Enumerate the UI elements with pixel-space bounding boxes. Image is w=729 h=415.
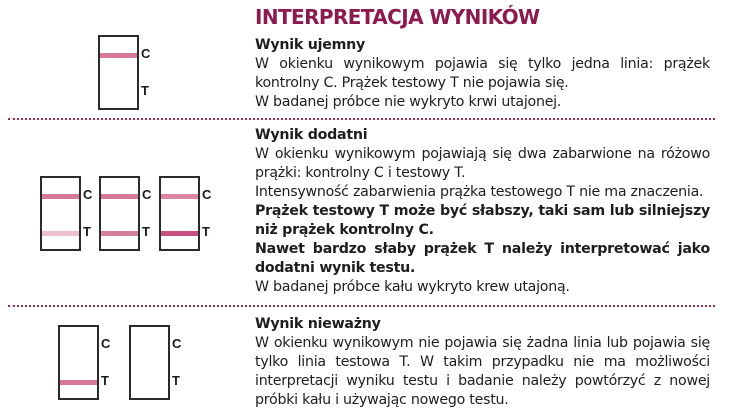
test-strip-positive-faint xyxy=(40,176,81,251)
test-label: T xyxy=(202,224,210,239)
control-band xyxy=(161,194,198,199)
test-band-strong xyxy=(161,231,198,236)
paragraph: W badanej próbce kału wykryto krew utajoną. xyxy=(255,279,570,295)
control-band xyxy=(100,53,137,58)
section-divider xyxy=(8,305,715,307)
test-band-faint xyxy=(42,231,79,236)
negative-text xyxy=(255,36,710,112)
test-strip-invalid-t-only xyxy=(58,325,99,400)
paragraph: W okienku wynikowym nie pojawia się żadna linia lub pojawia się tylko linia testowa T. W takim przypadku nie ma możliwości interpretacji wyniku testu i badanie należy powtórzyć z nowej próbki kału i używając nowego testu. xyxy=(255,335,710,408)
paragraph-bold: Prążek testowy T może być słabszy, taki sam lub silniejszy niż prążek kontrolny C. xyxy=(255,203,710,238)
paragraph: W badanej próbce nie wykryto krwi utajonej. xyxy=(255,94,562,110)
test-label: T xyxy=(101,373,109,388)
test-strip-invalid-none xyxy=(129,325,170,400)
paragraph: W okienku wynikowym pojawiają się dwa zabarwione na różowo prążki: kontrolny C i testowy T. xyxy=(255,146,710,181)
paragraph: Intensywność zabarwienia prążka testowego T nie ma znaczenia. xyxy=(255,184,704,200)
section-heading: Wynik dodatni xyxy=(255,127,368,143)
test-label: T xyxy=(83,224,91,239)
test-strip-positive-strong xyxy=(159,176,200,251)
control-label: C xyxy=(172,336,182,351)
test-band-normal xyxy=(101,231,138,236)
test-strip-positive-equal xyxy=(99,176,140,251)
control-label: C xyxy=(141,46,151,61)
control-label: C xyxy=(202,187,212,202)
positive-text xyxy=(255,126,710,297)
section-heading: Wynik nieważny xyxy=(255,316,381,332)
control-label: C xyxy=(101,336,111,351)
test-label: T xyxy=(141,83,149,98)
page-title: INTERPRETACJA WYNIKÓW xyxy=(255,5,540,29)
invalid-text xyxy=(255,315,710,410)
control-band xyxy=(101,194,138,199)
test-label: T xyxy=(172,373,180,388)
test-strip-negative xyxy=(98,35,139,110)
paragraph-bold: Nawet bardzo słaby prążek T należy interpretować jako dodatni wynik testu. xyxy=(255,241,710,276)
paragraph: W okienku wynikowym pojawia się tylko jedna linia: prążek kontrolny C. Prążek testowy T nie pojawia się. xyxy=(255,56,710,91)
test-label: T xyxy=(142,224,150,239)
control-label: C xyxy=(83,187,93,202)
test-band xyxy=(60,380,97,385)
control-band xyxy=(42,194,79,199)
section-divider xyxy=(8,118,715,120)
section-heading: Wynik ujemny xyxy=(255,37,365,53)
control-label: C xyxy=(142,187,152,202)
